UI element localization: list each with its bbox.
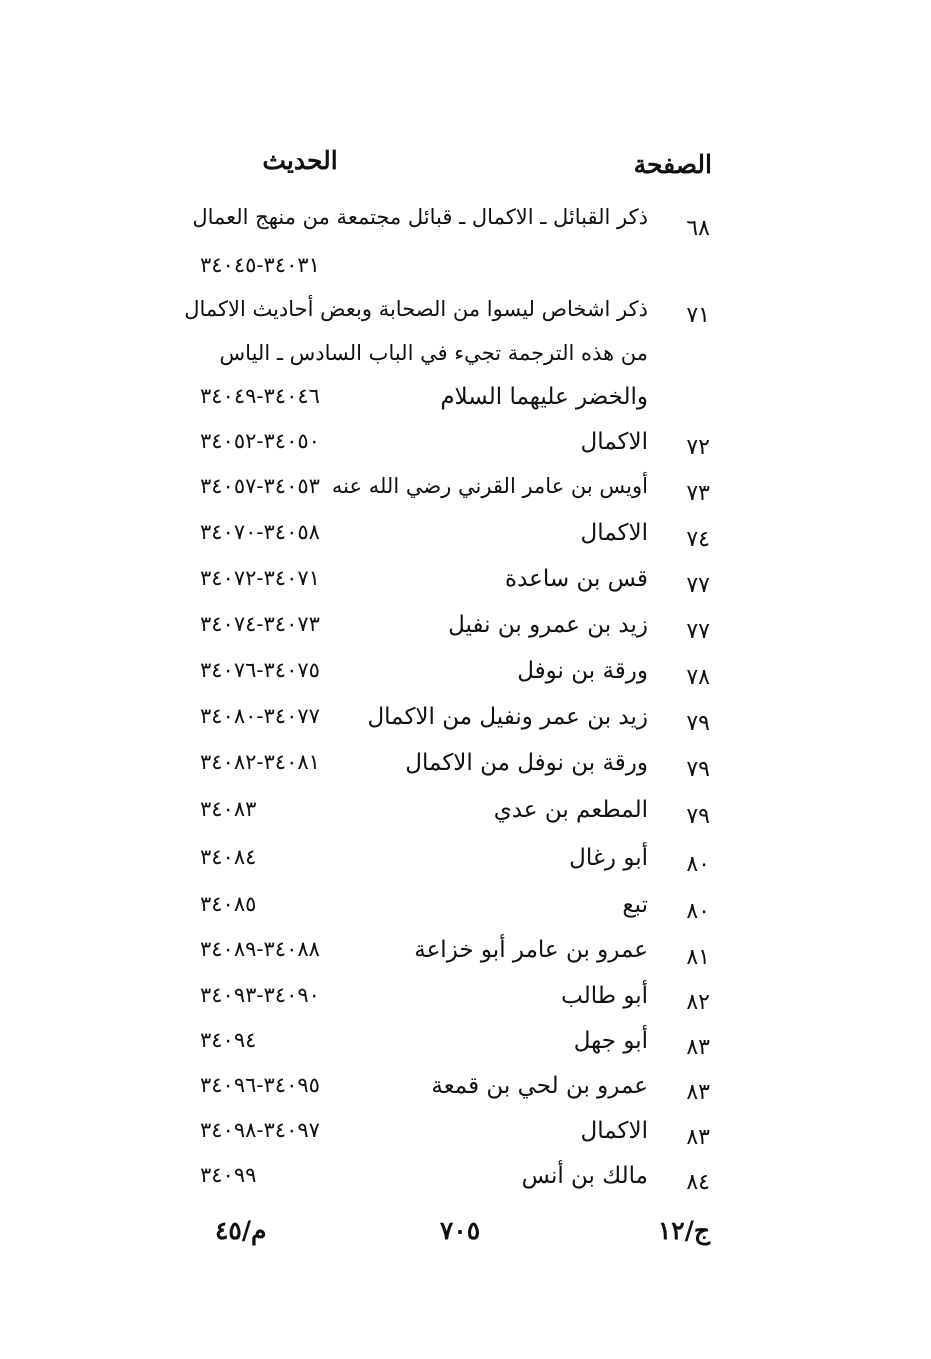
entry-page-number: ٧٤ xyxy=(686,527,710,552)
entry-title-line: أبو جهل xyxy=(573,1028,648,1054)
entry-title-line: أويس بن عامر القرني رضي الله عنه xyxy=(331,474,648,498)
entry-title-line: الاكمال xyxy=(580,1118,648,1144)
footer-volume: ج/١٢ xyxy=(657,1216,710,1245)
entry-page-number: ٨٠ xyxy=(686,852,710,877)
entry-title-line: أبو طالب xyxy=(561,983,648,1009)
entry-hadith-range: ٣٤٠٨٣ xyxy=(200,797,257,821)
entry-title-line: تبع xyxy=(622,892,648,918)
entry-title-line: ورقة بن نوفل xyxy=(517,658,648,684)
entry-page-number: ٧١ xyxy=(686,303,710,328)
entry-title-line: من هذه الترجمة تجيء في الباب السادس ـ الياس xyxy=(219,341,648,365)
entry-title-line: عمرو بن لحي بن قمعة xyxy=(431,1073,648,1099)
entry-page-number: ٧٣ xyxy=(686,481,710,506)
entry-hadith-range: ٣٤٠٩٩ xyxy=(200,1163,257,1187)
entry-title-line: مالك بن أنس xyxy=(521,1163,648,1189)
entry-hadith-range: ٣٤٠٨١-٣٤٠٨٢ xyxy=(200,750,320,774)
entry-page-number: ٨٣ xyxy=(686,1035,710,1060)
entry-title-line: عمرو بن عامر أبو خزاعة xyxy=(414,937,648,963)
entry-hadith-range: ٣٤٠٨٤ xyxy=(200,845,257,869)
entry-title-line: ورقة بن نوفل من الاكمال xyxy=(405,750,648,776)
entry-hadith-range: ٣٤٠٩٠-٣٤٠٩٣ xyxy=(200,983,320,1007)
entry-page-number: ٧٩ xyxy=(686,804,710,829)
entry-page-number: ٨٠ xyxy=(686,899,710,924)
entry-hadith-range: ٣٤٠٧١-٣٤٠٧٢ xyxy=(200,566,320,590)
entry-hadith-range: ٣٤٠٥٨-٣٤٠٧٠ xyxy=(200,520,320,544)
entry-title-line: زيد بن عمرو بن نفيل xyxy=(448,612,648,638)
entry-title-line: والخضر عليهما السلام xyxy=(440,384,648,410)
entry-page-number: ٧٨ xyxy=(686,665,710,690)
entry-hadith-range: ٣٤٠٧٧-٣٤٠٨٠ xyxy=(200,704,320,728)
entry-hadith-range: ٣٤٠٧٥-٣٤٠٧٦ xyxy=(200,658,320,682)
entry-page-number: ٧٢ xyxy=(686,435,710,460)
entry-title-line: ذكر اشخاص ليسوا من الصحابة وبعض أحاديث الاكمال xyxy=(184,297,648,321)
entry-hadith-range: ٣٤٠٩٧-٣٤٠٩٨ xyxy=(200,1118,320,1142)
entry-title-line: ذكر القبائل ـ الاكمال ـ قبائل مجتمعة من منهج العمال xyxy=(192,205,648,229)
entry-page-number: ٦٨ xyxy=(686,216,710,241)
entry-hadith-range: ٣٤٠٩٥-٣٤٠٩٦ xyxy=(200,1073,320,1097)
entry-page-number: ٧٩ xyxy=(686,757,710,782)
page-column-header: الصفحة xyxy=(633,150,712,179)
entry-page-number: ٨٢ xyxy=(686,990,710,1015)
entry-page-number: ٨٤ xyxy=(686,1170,710,1195)
entry-page-number: ٧٧ xyxy=(686,573,710,598)
footer-signature: م/٤٥ xyxy=(215,1216,267,1245)
entry-hadith-range: ٣٤٠٤٦-٣٤٠٤٩ xyxy=(200,384,320,408)
entry-title-line: زيد بن عمر ونفيل من الاكمال xyxy=(367,704,648,730)
entry-title-line: أبو رغال xyxy=(569,845,648,871)
entry-hadith-range: ٣٤٠٥٠-٣٤٠٥٢ xyxy=(200,429,320,453)
entry-hadith-range: ٣٤٠٨٨-٣٤٠٨٩ xyxy=(200,937,320,961)
entry-title-line: الاكمال xyxy=(580,429,648,455)
entry-page-number: ٧٩ xyxy=(686,711,710,736)
entry-page-number: ٨٣ xyxy=(686,1125,710,1150)
entry-page-number: ٨٣ xyxy=(686,1080,710,1105)
entry-title-line: المطعم بن عدي xyxy=(493,797,648,823)
entry-hadith-range: ٣٤٠٨٥ xyxy=(200,892,257,916)
footer-page-number: ٧٠٥ xyxy=(439,1216,481,1245)
entry-hadith-range: ٣٤٠٥٣-٣٤٠٥٧ xyxy=(200,474,320,498)
entry-title-line: الاكمال xyxy=(580,520,648,546)
entry-hadith-range: ٣٤٠٩٤ xyxy=(200,1028,257,1052)
entry-hadith-range: ٣٤٠٣١-٣٤٠٤٥ xyxy=(200,253,320,277)
entry-page-number: ٨١ xyxy=(686,945,710,970)
entry-title-line: قس بن ساعدة xyxy=(505,566,648,592)
entry-page-number: ٧٧ xyxy=(686,619,710,644)
hadith-column-header: الحديث xyxy=(262,146,338,175)
entry-hadith-range: ٣٤٠٧٣-٣٤٠٧٤ xyxy=(200,612,320,636)
